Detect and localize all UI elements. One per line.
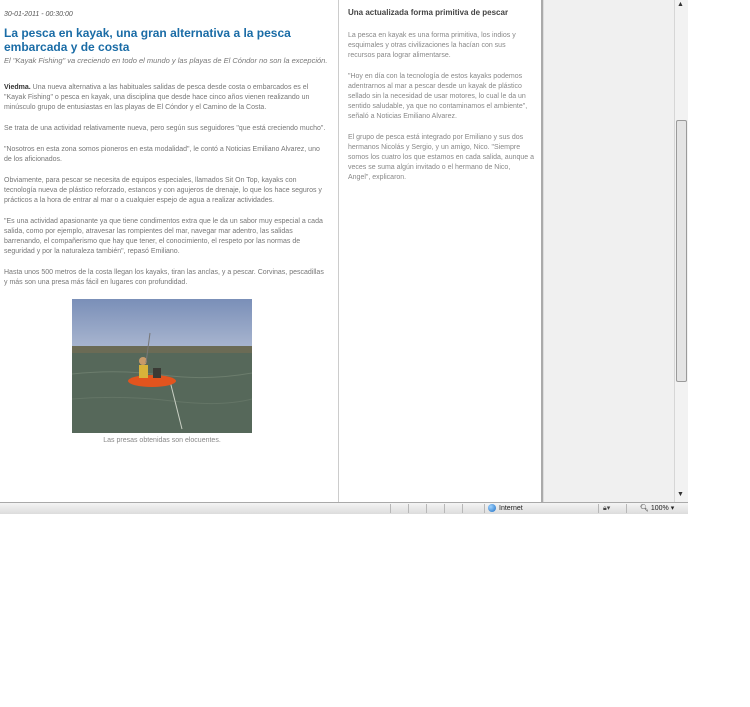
article-headline[interactable]: La pesca en kayak, una gran alternativa a la pesca embarcada y de costa bbox=[4, 26, 291, 54]
kayak-photo[interactable] bbox=[72, 299, 252, 433]
kayak-hull bbox=[128, 375, 176, 387]
scroll-down-arrow-icon[interactable]: ▼ bbox=[677, 491, 684, 498]
status-separator bbox=[408, 504, 409, 513]
article-paragraph bbox=[4, 83, 328, 113]
kayak-photo-drawing bbox=[72, 299, 252, 433]
zoom-level: 100% bbox=[650, 505, 669, 512]
status-separator bbox=[444, 504, 445, 513]
status-separator bbox=[626, 504, 627, 513]
article-dateline: 30-01-2011 - 00:30:00 bbox=[4, 11, 73, 18]
article-paragraph: Obviamente, para pescar se necesita de equipos especiales, llamados Sit On Top, kayaks con tecnología nueva de plástico reforzado, estancos y con agujeros de drenaje, lo que los hace seguros y prácticos a la hora de entrar al mar o a cualquier espejo de agua a realizar actividades. bbox=[4, 177, 322, 204]
status-separator bbox=[484, 504, 485, 513]
magnifier-icon: 🔍︎ bbox=[640, 505, 649, 512]
sidebar-paragraph: El grupo de pesca está integrado por Emiliano y sus dos hermanos Nicolás y Sergio, y un amigo, Nico. "Siempre somos los cuatro los que estamos en cada salida, aunque a veces se suma algún invitado o el hermano de Nico, Angel", explicaron. bbox=[348, 134, 535, 181]
right-panel bbox=[543, 0, 674, 502]
status-separator bbox=[462, 504, 463, 513]
sidebar-paragraph: La pesca en kayak es una forma primitiva, los indios y esquimales y otras civilizaciones la hacían con sus recursos para lograr alimentarse. bbox=[348, 32, 516, 59]
sidebar-box bbox=[348, 8, 534, 194]
scrollbar-thumb[interactable] bbox=[676, 120, 687, 382]
article-paragraph-text: Una nueva alternativa a las habituales salidas de pesca desde costa o embarcados es el "Kayak Fishing" o pesca en kayak, una disciplina que desde hace cinco años vienen realizando un minúsculo grupo de entusiastas en las playas de El Cóndor y el Camino de la Costa. bbox=[4, 84, 310, 111]
article-paragraph: Se trata de una actividad relativamente nueva, pero según sus seguidores "que está creciendo mucho". bbox=[4, 125, 326, 132]
status-separator bbox=[598, 504, 599, 513]
article-paragraph: Hasta unos 500 metros de la costa llegan los kayaks, tiran las anclas, y a pescar. Corvinas, pescadillas y más son una presa más fácil en lugares con profundidad. bbox=[4, 269, 324, 286]
status-bar bbox=[0, 502, 688, 514]
status-separator bbox=[390, 504, 391, 513]
article-paragraph: "Nosotros en esta zona somos pioneros en esta modalidad", le contó a Noticias Emiliano Alvarez, uno de los aficionados. bbox=[4, 146, 320, 163]
zoom-control[interactable] bbox=[640, 504, 674, 512]
security-zone[interactable] bbox=[488, 504, 523, 512]
sidebar-title: Una actualizada forma primitiva de pescar bbox=[348, 8, 509, 17]
lock-icon[interactable]: 🔒︎▾ bbox=[603, 505, 611, 512]
article-subhead: El "Kayak Fishing" va creciendo en todo el mundo y las playas de El Cóndor no son la excepción. bbox=[4, 56, 328, 65]
globe-icon bbox=[488, 504, 496, 512]
kayaker bbox=[139, 365, 148, 378]
sea-water bbox=[72, 353, 252, 433]
kayak-gear bbox=[153, 368, 161, 378]
article-figure bbox=[72, 299, 252, 446]
scroll-up-arrow-icon[interactable]: ▲ bbox=[677, 1, 684, 8]
chevron-down-icon: ▾ bbox=[670, 505, 675, 512]
sidebar-paragraph: "Hoy en día con la tecnología de estos kayaks podemos adentrarnos al mar a pescar desde un kayak de plástico sellado sin la necesidad de usar motores, lo cual le da un sentido saludable, ya que no contaminamos el ambiente", señaló a Noticias Emiliano Alvarez. bbox=[348, 73, 528, 120]
security-zone-label: Internet bbox=[499, 504, 523, 512]
article-lead-word: Viedma. bbox=[4, 84, 31, 91]
article bbox=[4, 10, 328, 446]
status-separator bbox=[426, 504, 427, 513]
shoreline bbox=[72, 346, 252, 353]
article-paragraph: "Es una actividad apasionante ya que tiene condimentos extra que le da un sabor muy especial a cada salida, como por ejemplo, atravesar las rompientes del mar, navegar mar adentro, las salidas barrenando, el compañerismo que hay que tener, el conocimiento, el respeto por las normas de seguridad y por la naturaleza también", repasó Emiliano. bbox=[4, 218, 323, 255]
vertical-scrollbar[interactable] bbox=[674, 0, 688, 502]
column-divider bbox=[338, 0, 339, 502]
photo-caption: Las presas obtenidas son elocuentes. bbox=[103, 437, 221, 444]
